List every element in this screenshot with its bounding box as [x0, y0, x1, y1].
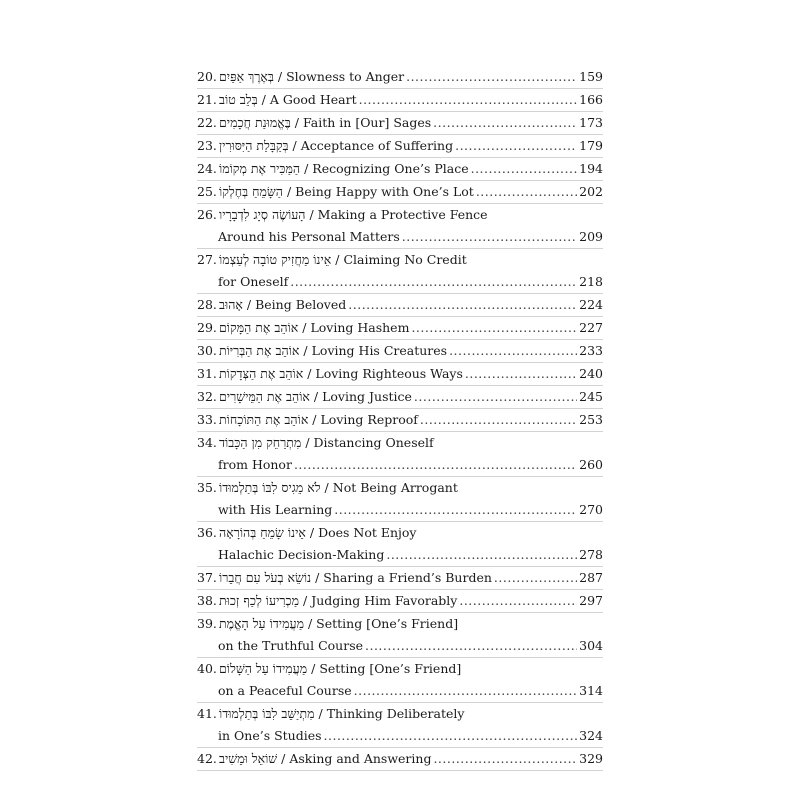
title-separator: /: [288, 138, 301, 153]
english-title: Loving His Creatures: [311, 343, 448, 358]
english-title: Loving Justice: [322, 389, 412, 404]
dot-leader: [365, 635, 577, 657]
entry-number: 22.: [197, 115, 217, 130]
toc-entry-first-line: [197, 317, 603, 339]
toc-entry-first-line: [197, 567, 603, 589]
toc-entry: [197, 89, 603, 111]
dot-leader: [459, 590, 577, 612]
entry-number: 21.: [197, 92, 217, 107]
title-separator: /: [300, 161, 313, 176]
entry-number: 37.: [197, 570, 217, 585]
hebrew-title: אֵינוֹ שָׂמֵחַ בְּהוֹרָאָה: [219, 525, 306, 540]
toc-entry: [197, 363, 603, 385]
english-title: Around his Personal Matters: [218, 229, 400, 244]
entry-number: 32.: [197, 389, 217, 404]
dot-leader: [386, 544, 577, 566]
toc-entry-first-line: [197, 613, 603, 635]
hebrew-title: בֶּאֱמוּנַת חֲכָמִים: [219, 115, 291, 130]
toc-entry: [197, 204, 603, 248]
entry-number: 41.: [197, 706, 217, 721]
hebrew-title: אוֹהֵב אֶת הַמָּקוֹם: [219, 320, 299, 335]
toc-entry-continuation-line: [197, 725, 603, 747]
toc-entry-first-line: [197, 66, 603, 88]
toc-entry-continuation-line: [197, 271, 603, 293]
dot-leader: [433, 748, 577, 770]
toc-entry-first-line: [197, 522, 603, 544]
page-number: 209: [579, 229, 603, 244]
hebrew-title: נוֹשֵׂא בְעֹל עִם חֲבֵרוֹ: [219, 570, 312, 585]
entry-number: 28.: [197, 297, 217, 312]
page-number: 324: [579, 728, 603, 743]
title-separator: /: [305, 525, 319, 540]
hebrew-title: אוֹהֵב אֶת הַבְּרִיּוֹת: [219, 343, 300, 358]
english-title: Sharing a Friend’s Burden: [323, 570, 492, 585]
english-title: Thinking Deliberately: [326, 706, 465, 721]
page-number: 173: [579, 115, 603, 130]
hebrew-title: אָהוּב: [219, 297, 243, 312]
toc-entry-first-line: [197, 409, 603, 431]
toc-entry-first-line: [197, 294, 603, 316]
english-title: from Honor: [218, 457, 292, 472]
english-title: on the Truthful Course: [218, 638, 364, 653]
entry-number: 42.: [197, 751, 217, 766]
toc-entry: [197, 613, 603, 657]
page-number: 278: [579, 547, 603, 562]
entry-number: 30.: [197, 343, 217, 358]
toc-entry-first-line: [197, 658, 603, 680]
english-title: Making a Protective Fence: [317, 207, 488, 222]
toc-entry-first-line: [197, 748, 603, 770]
hebrew-title: הַשָּׂמֵחַ בְּחֶלְקוֹ: [219, 184, 283, 199]
hebrew-title: אוֹהֵב אֶת הַמֵּישָׁרִים: [219, 389, 310, 404]
dot-leader: [354, 680, 577, 702]
page-number: 194: [579, 161, 603, 176]
toc-entry: [197, 477, 603, 521]
dot-leader: [334, 499, 577, 521]
hebrew-title: בְּלֵב טוֹב: [219, 92, 258, 107]
toc-entry-continuation-line: [197, 226, 603, 248]
toc-entry: [197, 66, 603, 88]
title-separator: /: [290, 115, 303, 130]
english-title: Judging Him Favorably: [311, 593, 458, 608]
english-title: Recognizing One’s Place: [312, 161, 469, 176]
toc-entry-first-line: [197, 158, 603, 180]
toc-entry-first-line: [197, 590, 603, 612]
toc-entry: [197, 703, 603, 747]
toc-entry: [197, 181, 603, 203]
title-separator: /: [277, 751, 290, 766]
entry-number: 25.: [197, 184, 217, 199]
dot-leader: [290, 271, 577, 293]
dot-leader: [476, 181, 577, 203]
english-title: Setting [One’s Friend]: [319, 661, 462, 676]
entry-number: 35.: [197, 480, 217, 495]
title-separator: /: [309, 389, 323, 404]
english-title: Setting [One’s Friend]: [316, 616, 459, 631]
page-number: 314: [579, 683, 603, 698]
dot-leader: [455, 135, 577, 157]
dot-leader: [294, 454, 577, 476]
dot-leader: [420, 409, 577, 431]
toc-entry-first-line: [197, 703, 603, 725]
hebrew-title: מִתְיַשֵּׁב לִבּוֹ בְּתַלְמוּדוֹ: [219, 706, 315, 721]
page-number: 329: [579, 751, 603, 766]
dot-leader: [414, 386, 577, 408]
toc-entry-first-line: [197, 89, 603, 111]
english-title: Loving Righteous Ways: [315, 366, 463, 381]
toc-entry-first-line: [197, 432, 603, 454]
toc-entry: [197, 317, 603, 339]
english-title: Faith in [Our] Sages: [302, 115, 432, 130]
entry-number: 36.: [197, 525, 217, 540]
hebrew-title: מַעֲמִידוֹ עַל הַשָּׁלוֹם: [219, 661, 308, 676]
toc-entry: [197, 294, 603, 316]
dot-leader: [411, 317, 577, 339]
page-number: 166: [579, 92, 603, 107]
english-title: Being Happy with One’s Lot: [295, 184, 474, 199]
dot-leader: [402, 226, 577, 248]
toc-entry: [197, 748, 603, 770]
toc-entry-first-line: [197, 135, 603, 157]
english-title: with His Learning: [218, 502, 333, 517]
entry-number: 23.: [197, 138, 217, 153]
page-number: 297: [579, 593, 603, 608]
title-separator: /: [311, 570, 324, 585]
page-number: 202: [579, 184, 603, 199]
toc-entry: [197, 340, 603, 362]
title-separator: /: [282, 184, 296, 199]
page-number: 227: [579, 320, 603, 335]
toc-entry: [197, 409, 603, 431]
english-title: Acceptance of Suffering: [300, 138, 454, 153]
toc-entry: [197, 522, 603, 566]
hebrew-title: מַכְרִיעוֹ לְכַף זְכוּת: [219, 593, 300, 608]
title-separator: /: [242, 297, 256, 312]
toc-entry-continuation-line: [197, 454, 603, 476]
title-separator: /: [303, 366, 316, 381]
page-number: 304: [579, 638, 603, 653]
toc-entry-first-line: [197, 112, 603, 134]
page-number: 224: [579, 297, 603, 312]
page-number: 218: [579, 274, 603, 289]
page-number: 245: [579, 389, 603, 404]
english-title: Loving Hashem: [310, 320, 410, 335]
dot-leader: [465, 363, 577, 385]
page-number: 240: [579, 366, 603, 381]
hebrew-title: בְּקַבָּלַת הַיִּסּוּרִין: [219, 138, 289, 153]
title-separator: /: [320, 480, 333, 495]
hebrew-title: בְּאֶרֶךְ אַפַּיִם: [219, 69, 274, 84]
toc-entry: [197, 158, 603, 180]
dot-leader: [359, 89, 578, 111]
title-separator: /: [298, 320, 311, 335]
hebrew-title: שׁוֹאֵל וּמֵשִׁיב: [219, 751, 278, 766]
toc-entry-first-line: [197, 386, 603, 408]
title-separator: /: [303, 616, 317, 631]
title-separator: /: [307, 661, 320, 676]
page-number: 253: [579, 412, 603, 427]
hebrew-title: הָעוֹשֶׂה סְיָג לִדְבָרָיו: [219, 207, 306, 222]
entry-number: 33.: [197, 412, 217, 427]
page-number: 270: [579, 502, 603, 517]
toc-entry-first-line: [197, 249, 603, 271]
dot-leader: [348, 294, 577, 316]
toc-entry: [197, 590, 603, 612]
entry-number: 20.: [197, 69, 217, 84]
english-title: Claiming No Credit: [343, 252, 467, 267]
hebrew-title: הַמַּכִּיר אֶת מְקוֹמוֹ: [219, 161, 301, 176]
dot-leader: [494, 567, 577, 589]
english-title: Asking and Answering: [289, 751, 432, 766]
english-title: Not Being Arrogant: [332, 480, 458, 495]
entry-number: 27.: [197, 252, 217, 267]
toc-entry-first-line: [197, 181, 603, 203]
dot-leader: [471, 158, 578, 180]
hebrew-title: אוֹהֵב אֶת הַצְּדָקוֹת: [219, 366, 304, 381]
english-title: A Good Heart: [269, 92, 357, 107]
page-number: 179: [579, 138, 603, 153]
dot-leader: [406, 66, 577, 88]
entry-number: 26.: [197, 207, 217, 222]
toc-entry-continuation-line: [197, 499, 603, 521]
hebrew-title: מַעֲמִידוֹ עַל הָאֱמֶת: [219, 616, 304, 631]
entry-number: 34.: [197, 435, 217, 450]
toc-entry: [197, 135, 603, 157]
title-separator: /: [305, 207, 318, 222]
english-title: Distancing Oneself: [313, 435, 434, 450]
toc-entry: [197, 658, 603, 702]
dot-leader: [449, 340, 577, 362]
english-title: Being Beloved: [255, 297, 347, 312]
english-title: in One’s Studies: [218, 728, 322, 743]
divider: [197, 770, 603, 771]
toc-entry-first-line: [197, 363, 603, 385]
page-number: 233: [579, 343, 603, 358]
toc-entry: [197, 112, 603, 134]
table-of-contents: [197, 66, 603, 771]
english-title: Does Not Enjoy: [318, 525, 417, 540]
title-separator: /: [308, 412, 321, 427]
entry-number: 24.: [197, 161, 217, 176]
english-title: for Oneself: [218, 274, 289, 289]
title-separator: /: [331, 252, 344, 267]
toc-entry-continuation-line: [197, 544, 603, 566]
toc-entry-first-line: [197, 340, 603, 362]
entry-number: 29.: [197, 320, 217, 335]
entry-number: 31.: [197, 366, 217, 381]
dot-leader: [433, 112, 577, 134]
page-number: 260: [579, 457, 603, 472]
page-number: 159: [579, 69, 603, 84]
toc-entry-continuation-line: [197, 680, 603, 702]
hebrew-title: מִתְרַחֵק מִן הַכָּבוֹד: [219, 435, 302, 450]
entry-number: 38.: [197, 593, 217, 608]
toc-entry: [197, 249, 603, 293]
toc-entry-continuation-line: [197, 635, 603, 657]
title-separator: /: [301, 435, 314, 450]
title-separator: /: [314, 706, 327, 721]
english-title: Loving Reproof: [320, 412, 418, 427]
toc-entry: [197, 432, 603, 476]
entry-number: 40.: [197, 661, 217, 676]
title-separator: /: [257, 92, 270, 107]
english-title: Slowness to Anger: [286, 69, 405, 84]
hebrew-title: אֵינוֹ מַחֲזִיק טוֹבָה לְעַצְמוֹ: [219, 252, 332, 267]
entry-number: 39.: [197, 616, 217, 631]
hebrew-title: אוֹהֵב אֶת הַתּוֹכָחוֹת: [219, 412, 309, 427]
english-title: on a Peaceful Course: [218, 683, 352, 698]
toc-entry: [197, 386, 603, 408]
toc-entry-first-line: [197, 477, 603, 499]
toc-entry: [197, 567, 603, 589]
page-number: 287: [579, 570, 603, 585]
dot-leader: [324, 725, 578, 747]
english-title: Halachic Decision-Making: [218, 547, 385, 562]
toc-entry-first-line: [197, 204, 603, 226]
title-separator: /: [273, 69, 287, 84]
title-separator: /: [299, 343, 312, 358]
title-separator: /: [299, 593, 312, 608]
hebrew-title: לֹא מֵגִיס לִבּוֹ בְּתַלְמוּדוֹ: [219, 480, 321, 495]
